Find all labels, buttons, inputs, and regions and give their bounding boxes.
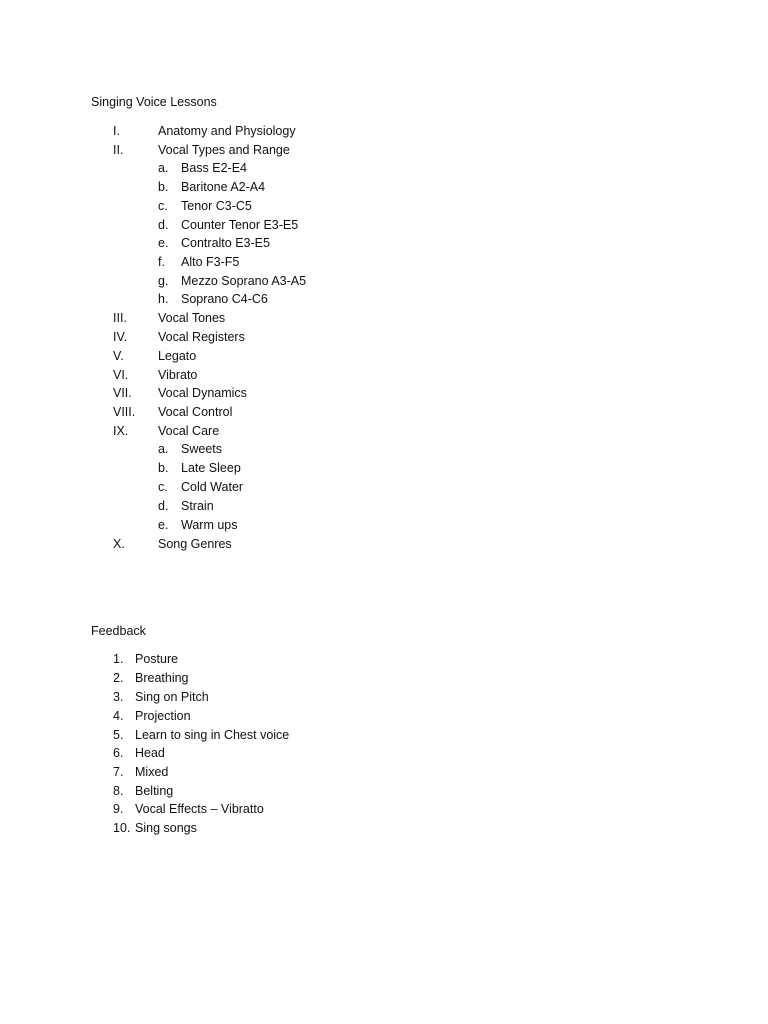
feedback-label: Projection (135, 709, 191, 723)
lesson-label: Song Genres (158, 537, 232, 551)
feedback-label: Head (135, 746, 165, 760)
subitem-marker: e. (158, 518, 169, 532)
subitem-label: Counter Tenor E3-E5 (181, 218, 299, 232)
feedback-label: Breathing (135, 671, 189, 685)
feedback-item (0, 669, 768, 687)
feedback-item (0, 782, 768, 800)
lesson-marker: IV. (113, 330, 128, 344)
feedback-item (0, 744, 768, 762)
lesson-label: Vocal Registers (158, 330, 245, 344)
lesson-subitem (0, 516, 768, 534)
feedback-item (0, 726, 768, 744)
feedback-number: 6. (113, 746, 124, 760)
subitem-marker: a. (158, 161, 169, 175)
feedback-label: Posture (135, 652, 179, 666)
lesson-marker: VIII. (113, 405, 136, 419)
feedback-label: Mixed (135, 765, 169, 779)
lesson-item (0, 366, 768, 384)
subitem-marker: b. (158, 180, 169, 194)
lesson-subitem (0, 440, 768, 458)
subitem-label: Alto F3-F5 (181, 255, 240, 269)
lesson-subitem (0, 216, 768, 234)
lesson-marker: I. (113, 124, 120, 138)
feedback-label: Vocal Effects – Vibratto (135, 802, 264, 816)
subitem-marker: e. (158, 236, 169, 250)
feedback-number: 9. (113, 802, 124, 816)
lesson-subitem (0, 497, 768, 515)
feedback-label: Sing songs (135, 821, 197, 835)
feedback-number: 7. (113, 765, 124, 779)
subitem-marker: b. (158, 461, 169, 475)
lesson-item (0, 403, 768, 421)
subitem-label: Strain (181, 499, 214, 513)
feedback-label: Sing on Pitch (135, 690, 209, 704)
feedback-label: Belting (135, 784, 174, 798)
subitem-label: Sweets (181, 442, 222, 456)
feedback-number: 10. (113, 821, 131, 835)
lesson-label: Legato (158, 349, 197, 363)
lesson-label: Vocal Control (158, 405, 233, 419)
subitem-label: Baritone A2-A4 (181, 180, 266, 194)
feedback-item (0, 763, 768, 781)
lesson-label: Vocal Dynamics (158, 386, 247, 400)
feedback-number: 8. (113, 784, 124, 798)
lesson-marker: II. (113, 143, 124, 157)
lesson-label: Vibrato (158, 368, 198, 382)
subitem-label: Mezzo Soprano A3-A5 (181, 274, 307, 288)
lesson-item (0, 309, 768, 327)
lesson-subitem (0, 159, 768, 177)
lesson-marker: IX. (113, 424, 129, 438)
subitem-marker: d. (158, 499, 169, 513)
subitem-marker: g. (158, 274, 169, 288)
lesson-marker: III. (113, 311, 127, 325)
subitem-marker: a. (158, 442, 169, 456)
subitem-label: Late Sleep (181, 461, 241, 475)
lesson-subitem (0, 178, 768, 196)
lesson-marker: VII. (113, 386, 132, 400)
subitem-marker: c. (158, 480, 168, 494)
lesson-item (0, 384, 768, 402)
lessons-title: Singing Voice Lessons (91, 95, 217, 109)
lesson-marker: VI. (113, 368, 129, 382)
lesson-subitem (0, 272, 768, 290)
lesson-subitem (0, 234, 768, 252)
feedback-item (0, 819, 768, 837)
feedback-item (0, 688, 768, 706)
lesson-subitem (0, 290, 768, 308)
lesson-label: Vocal Care (158, 424, 220, 438)
lesson-item (0, 328, 768, 346)
lesson-label: Vocal Types and Range (158, 143, 290, 157)
lesson-label: Vocal Tones (158, 311, 226, 325)
lesson-marker: V. (113, 349, 124, 363)
subitem-label: Cold Water (181, 480, 244, 494)
lesson-item (0, 422, 768, 440)
feedback-number: 5. (113, 728, 124, 742)
subitem-marker: d. (158, 218, 169, 232)
subitem-label: Bass E2-E4 (181, 161, 248, 175)
feedback-number: 2. (113, 671, 124, 685)
feedback-item (0, 707, 768, 725)
subitem-label: Tenor C3-C5 (181, 199, 252, 213)
subitem-label: Soprano C4-C6 (181, 292, 268, 306)
feedback-number: 1. (113, 652, 124, 666)
subitem-label: Contralto E3-E5 (181, 236, 270, 250)
feedback-item (0, 650, 768, 668)
feedback-label: Learn to sing in Chest voice (135, 728, 290, 742)
lesson-label: Anatomy and Physiology (158, 124, 296, 138)
subitem-marker: f. (158, 255, 165, 269)
lesson-subitem (0, 459, 768, 477)
lesson-item (0, 141, 768, 159)
lesson-subitem (0, 478, 768, 496)
lesson-item (0, 122, 768, 140)
subitem-label: Warm ups (181, 518, 238, 532)
lesson-item (0, 347, 768, 365)
feedback-number: 3. (113, 690, 124, 704)
feedback-title: Feedback (91, 624, 146, 638)
subitem-marker: h. (158, 292, 169, 306)
feedback-number: 4. (113, 709, 124, 723)
lesson-subitem (0, 253, 768, 271)
lesson-subitem (0, 197, 768, 215)
lesson-marker: X. (113, 537, 125, 551)
lesson-item (0, 535, 768, 553)
feedback-item (0, 800, 768, 818)
subitem-marker: c. (158, 199, 168, 213)
